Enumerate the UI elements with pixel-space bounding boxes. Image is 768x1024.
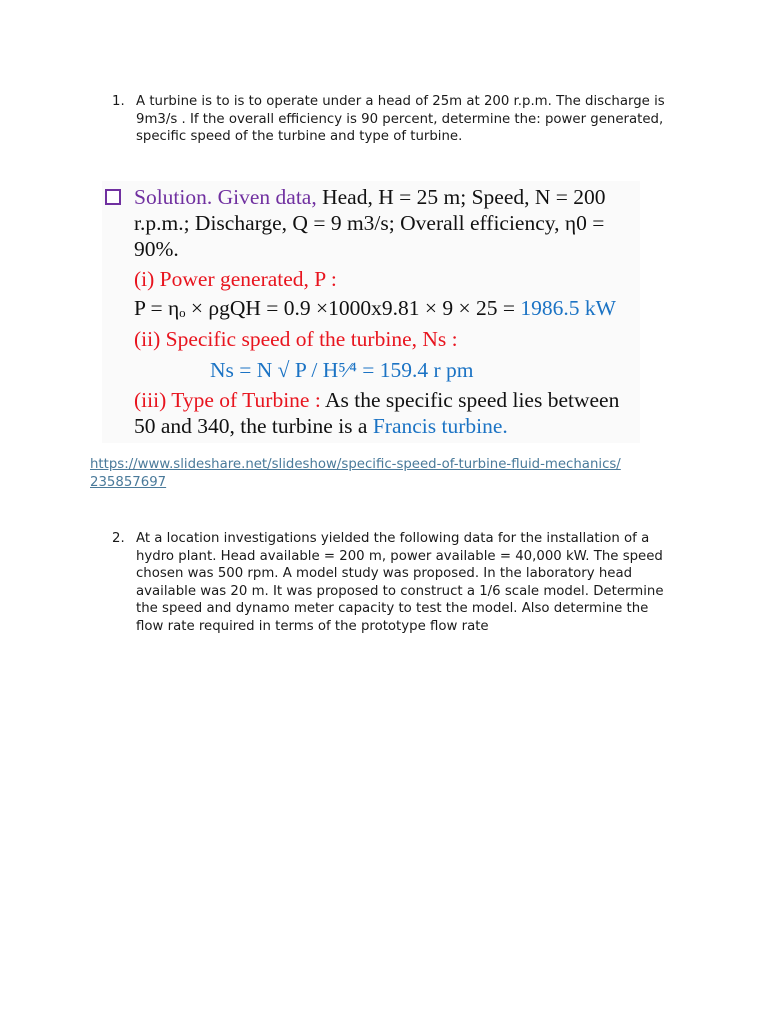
question-2-text: At a location investigations yielded the following data for the installation of a hydro plant. Head available = 200 m, power available = 40,000 kW. The speed chosen was 500 rpm. A model study was proposed. In the laboratory head available was 20 m. It was proposed to construct a 1/6 scale model. Determine the speed and dynamo meter capacity to test the model. Also determine the flow rate required in terms of the prototype flow rate bbox=[136, 531, 664, 634]
given-data-efficiency-value: 90%. bbox=[134, 237, 179, 261]
part-3-line-1 bbox=[134, 387, 619, 414]
solution-image bbox=[102, 181, 640, 443]
question-1 bbox=[112, 93, 677, 146]
given-data-head-speed: Head, H = 25 m; Speed, N = 200 bbox=[316, 185, 606, 209]
question-2 bbox=[112, 530, 677, 636]
solution-label: Solution. Given data, bbox=[134, 185, 317, 209]
question-2-number: 2. bbox=[112, 531, 125, 546]
source-link-line-1[interactable]: https://www.slideshare.net/slideshow/specific-speed-of-turbine-fluid-mechanics/ bbox=[90, 457, 621, 472]
checkbox-bullet-icon bbox=[105, 189, 121, 205]
part-3-text-2: 50 and 340, the turbine is a bbox=[134, 414, 373, 438]
power-result: 1986.5 kW bbox=[520, 296, 616, 320]
part-2-heading: (ii) Specific speed of the turbine, Ns : bbox=[134, 327, 458, 351]
source-link-line-2[interactable]: 235857697 bbox=[90, 475, 167, 490]
source-link[interactable] bbox=[90, 456, 660, 492]
given-data-discharge-efficiency: r.p.m.; Discharge, Q = 9 m3/s; Overall efficiency, η0 = bbox=[134, 211, 605, 235]
specific-speed-formula: Ns = N √ P / H⁵⁄⁴ = 159.4 r pm bbox=[210, 358, 474, 382]
solution-line-1 bbox=[134, 184, 606, 211]
power-formula: P = ηₒ × ρgQH = 0.9 ×1000x9.81 × 9 × 25 = bbox=[134, 296, 521, 320]
question-1-text: A turbine is to is to operate under a head of 25m at 200 r.p.m. The discharge is 9m3/s . If the overall efficiency is 90 percent, determine the: power generated, specific speed of the turbine and type of turbine. bbox=[136, 94, 665, 145]
part-1-heading: (i) Power generated, P : bbox=[134, 267, 337, 291]
question-1-number: 1. bbox=[112, 94, 125, 109]
part-3-line-2 bbox=[134, 413, 508, 440]
part-1-formula bbox=[134, 295, 616, 322]
part-3-text: As the specific speed lies between bbox=[320, 388, 620, 412]
part-3-heading: (iii) Type of Turbine : bbox=[134, 388, 321, 412]
turbine-type-result: Francis turbine. bbox=[372, 414, 508, 438]
